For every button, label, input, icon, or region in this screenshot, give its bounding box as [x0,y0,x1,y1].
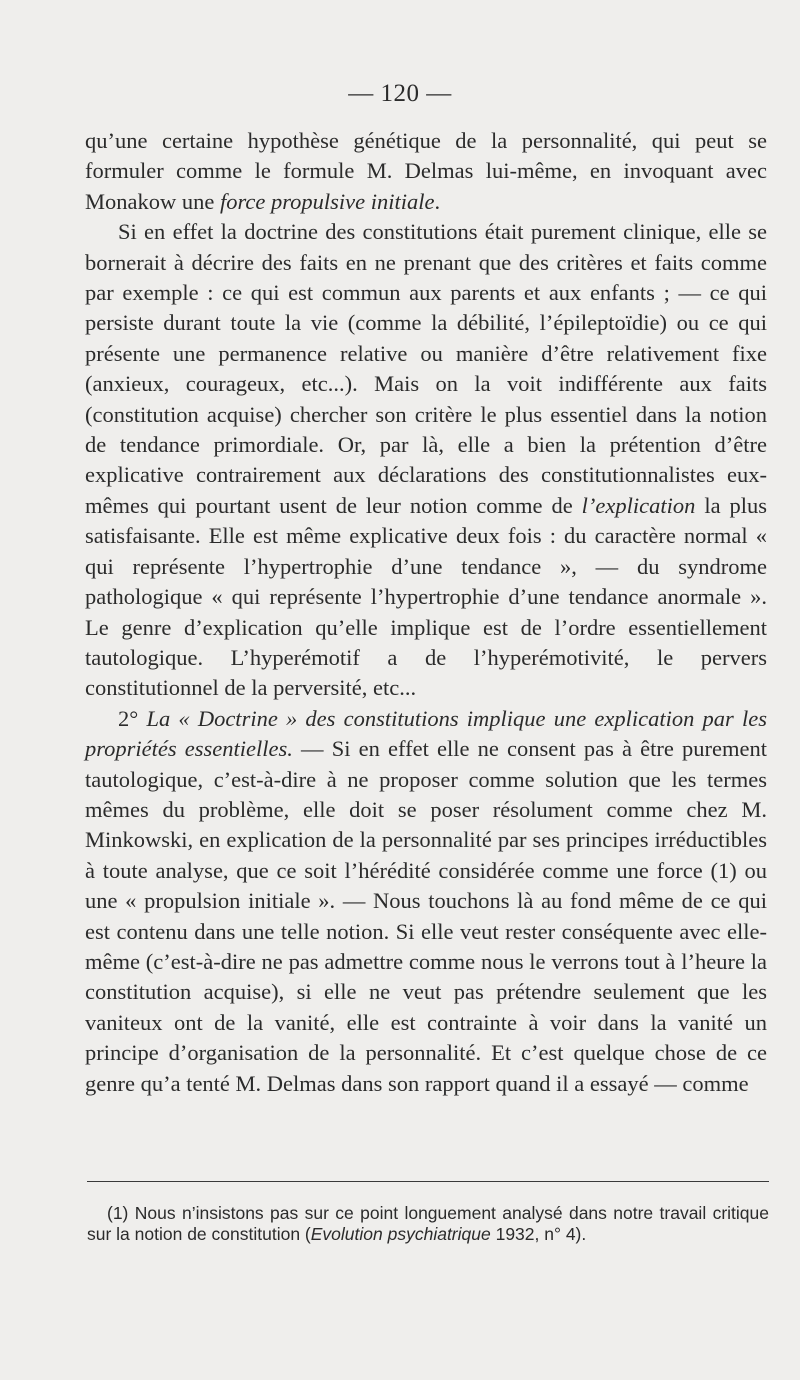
page-number: — 120 — [348,80,452,107]
footnote-text-a: (1) Nous n’insistons pas sur ce point longuement analysé dans notre travail critique sur la notion de constitution ( [87,1203,769,1244]
paragraph-1-text-b: . [434,188,441,214]
footnote [87,1203,769,1245]
paragraph-3-text: — Si en effet elle ne consent pas à être purement tautologique, c’est-à-dire à ne proposer comme solution que les termes mêmes du problème, elle doit se poser résolument comme chez M. Minkowski, en explication de la personnalité par ses principes irréductibles à toute analyse, que ce soit l’hérédité considérée comme une force (1) ou une « propulsion initiale ». — Nous touchons là au fond même de ce qui est contenu dans une telle notion. Si elle veut rester conséquente avec elle-même (c’est-à-dire ne pas admettre comme nous le verrons tout à l’heure la constitution acquise), si elle ne veut pas prétendre seulement que les vaniteux ont de la vanité, elle est contrainte à voir dans la vanité un principe d’organisation de la personnalité. Et c’est quelque chose de ce genre qu’a tenté M. Delmas dans son rapport quand il a essayé — comme [85,736,767,1096]
paragraph-2-text-b: la plus satisfaisante. Elle est même explicative deux fois : du caractère normal « qui représente l’hypertrophie d’une tendance », — du syndrome pathologique « qui représente l’hypertrophie d’une tendance anormale ». Le genre d’explication qu’elle implique est de l’ordre essentiellement tautologique. L’hyperémotif a de l’hyperémotivité, le pervers constitutionnel de la perversité, etc... [85,492,768,701]
paragraph-1-italic: force propulsive initiale [219,188,435,214]
section-heading: La « Doctrine » des constitutions implique une explication par les propriétés essentielles. [85,705,767,762]
footnote-separator [87,1181,769,1182]
footnote-italic: Evolution psychiatrique [310,1224,491,1244]
footnote-text-b: 1932, n° 4). [490,1224,587,1244]
paragraph-2 [85,217,767,704]
paragraph-1 [85,126,767,217]
paragraph-2-italic: l’explication [581,492,696,518]
paragraph-2-text-a: Si en effet la doctrine des constitutions était purement clinique, elle se bornerait à décrire des faits en ne prenant que des critères et faits comme par exemple : ce qui est commun aux parents et aux enfants ; — ce qui persiste durant toute la vie (comme la débilité, l’épileptoïdie) ou ce qui présente une permanence relative ou manière d’être relativement fixe (anxieux, courageux, etc...). Mais on la voit indifférente aux faits (constitution acquise) chercher son critère le plus essentiel dans la notion de tendance primordiale. Or, par là, elle a bien la prétention d’être explicative contrairement aux déclarations des constitutionnalistes eux-mêmes qui pourtant usent de leur notion comme de [85,219,767,518]
section-number: 2° [118,705,147,731]
paragraph-3 [85,704,767,1099]
paragraph-1-text-a: qu’une certaine hypothèse génétique de la personnalité, qui peut se formuler comme le formule M. Delmas lui-même, en invoquant avec Monakow une [85,128,767,214]
main-text [85,126,767,1099]
